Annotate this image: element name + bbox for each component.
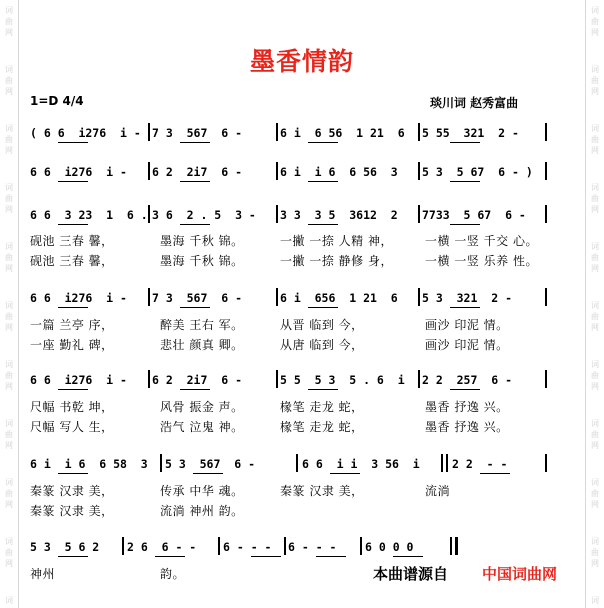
watermark-char: 曲 (591, 312, 599, 321)
measure: 3 3 3 5 3612 2 (280, 208, 398, 222)
beam-underline (316, 556, 346, 557)
measure: 5 3 5 6 2 (30, 540, 100, 554)
measure: ( 6 6 i276 i - (30, 126, 141, 140)
lyric-segment: 一撇 一捺 静修 身， (280, 254, 393, 268)
lyric-segment: 尺幅 写人 生， (30, 420, 114, 434)
lyric-segment: 一篇 兰亭 序， (30, 318, 114, 332)
watermark-char: 曲 (5, 194, 13, 203)
watermark-char: 网 (5, 87, 13, 96)
lyric-segment: 流淌 (425, 484, 451, 498)
barline (545, 205, 547, 223)
measure: 5 3 567 6 - (165, 457, 256, 471)
notation-row (0, 126, 604, 146)
watermark-char: 网 (591, 559, 599, 568)
measure: 6 i i 6 6 56 3 (280, 165, 398, 179)
watermark-char: 曲 (591, 489, 599, 498)
beam-underline (58, 181, 88, 182)
watermark-char: 网 (591, 323, 599, 332)
watermark-char: 网 (591, 500, 599, 509)
watermark-char: 网 (5, 205, 13, 214)
song-title: 墨香情韵 (249, 47, 354, 76)
barline (360, 537, 362, 555)
beam-underline (180, 142, 210, 143)
measure: 7 3 567 6 - (152, 291, 243, 305)
barline (545, 162, 547, 180)
watermark-char: 网 (591, 146, 599, 155)
measure: 7733 5 67 6 - (422, 208, 526, 222)
notation-row (0, 457, 604, 477)
watermark-char: 网 (5, 264, 13, 273)
watermark-char: 词 (591, 596, 599, 605)
lyric-segment: 砚池 三春 馨， (30, 254, 114, 268)
lyric-segment: 墨海 千秋 锦。 (160, 234, 244, 248)
barline (545, 370, 547, 388)
key-signature: 1=D 4/4 (30, 94, 84, 108)
lyric-segment: 秦篆 汉隶 美， (30, 484, 114, 498)
barline (148, 205, 150, 223)
beam-underline (251, 556, 281, 557)
measure: 7 3 567 6 - (152, 126, 243, 140)
beam-underline (58, 142, 88, 143)
barline (545, 454, 547, 472)
source-label: 本曲谱源自 (373, 565, 449, 583)
lyric-segment: 从唐 临到 今， (280, 338, 364, 352)
beam-underline (308, 389, 338, 390)
watermark-char: 词 (591, 301, 599, 310)
beam-underline (180, 307, 210, 308)
beam-underline (450, 181, 480, 182)
credits: 琰川词 赵秀富曲 (430, 96, 519, 110)
watermark-char: 词 (591, 183, 599, 192)
site-link[interactable]: 中国词曲网 (482, 565, 558, 583)
barline (276, 205, 278, 223)
watermark-char: 词 (5, 65, 13, 74)
watermark-char: 曲 (5, 17, 13, 26)
lyric-segment: 流淌 神州 韵。 (160, 504, 244, 518)
measure: 6 2 2i7 6 - (152, 165, 243, 179)
watermark-char: 曲 (591, 194, 599, 203)
lyric-segment: 一横 一竖 乐养 性。 (425, 254, 538, 268)
watermark-char: 曲 (591, 76, 599, 85)
beam-underline (58, 307, 88, 308)
lyric-segment: 画沙 印泥 情。 (425, 338, 509, 352)
lyric-segment: 尺幅 书乾 坤， (30, 400, 114, 414)
measure: 2 2 - - (452, 457, 508, 471)
lyric-segment: 风骨 振金 声。 (160, 400, 244, 414)
barline (276, 288, 278, 306)
measure: 6 i 6 56 1 21 6 (280, 126, 405, 140)
watermark-char: 词 (591, 6, 599, 15)
lyric-segment: 墨香 抒逸 兴。 (425, 400, 509, 414)
watermark-char: 曲 (5, 135, 13, 144)
watermark-char: 网 (591, 28, 599, 37)
barline (418, 162, 420, 180)
barline (545, 288, 547, 306)
barline (160, 454, 162, 472)
lyric-segment: 传承 中华 魂。 (160, 484, 244, 498)
beam-underline (58, 224, 88, 225)
watermark-char: 词 (5, 419, 13, 428)
watermark-char: 词 (5, 183, 13, 192)
watermark-char: 曲 (5, 430, 13, 439)
measure: 6 6 i276 i - (30, 373, 127, 387)
measure: 6 2 2i7 6 - (152, 373, 243, 387)
barline (545, 123, 547, 141)
watermark-char: 曲 (591, 135, 599, 144)
barline (276, 123, 278, 141)
watermark-char: 曲 (5, 312, 13, 321)
measure: 6 0 0 0 (365, 540, 414, 554)
barline (148, 162, 150, 180)
lyric-segment: 从晋 临到 今， (280, 318, 364, 332)
watermark-char: 网 (5, 559, 13, 568)
measure: 6 6 3 23 1 6 . (30, 208, 148, 222)
lyric-segment: 醉美 王右 军。 (160, 318, 244, 332)
repeat-barline (446, 454, 448, 472)
beam-underline (308, 307, 338, 308)
measure: 3 6 2 . 5 3 - (152, 208, 256, 222)
lyric-segment: 悲壮 颜真 卿。 (160, 338, 244, 352)
barline (218, 537, 220, 555)
watermark-char: 词 (5, 360, 13, 369)
watermark-char: 词 (591, 360, 599, 369)
barline (284, 537, 286, 555)
lyric-segment: 画沙 印泥 情。 (425, 318, 509, 332)
barline (276, 370, 278, 388)
watermark-char: 词 (591, 419, 599, 428)
barline (148, 288, 150, 306)
beam-underline (450, 307, 480, 308)
watermark-char: 词 (591, 65, 599, 74)
watermark-char: 曲 (5, 371, 13, 380)
watermark-char: 词 (5, 124, 13, 133)
watermark-char: 网 (5, 146, 13, 155)
beam-underline (58, 473, 88, 474)
measure: 5 55 321 2 - (422, 126, 519, 140)
watermark-char: 网 (5, 382, 13, 391)
notation-row (0, 291, 604, 311)
watermark-char: 网 (5, 500, 13, 509)
lyric-segment: 秦篆 汉隶 美， (30, 504, 114, 518)
measure: 6 - - - (223, 540, 272, 554)
beam-underline (308, 181, 338, 182)
lyric-segment: 一座 勤礼 碑， (30, 338, 114, 352)
watermark-char: 词 (5, 301, 13, 310)
barline (450, 537, 452, 555)
watermark-char: 网 (5, 441, 13, 450)
barline (441, 454, 443, 472)
lyric-segment: 一横 一竖 千交 心。 (425, 234, 538, 248)
measure: 6 6 i276 i - (30, 291, 127, 305)
beam-underline (58, 556, 88, 557)
beam-underline (480, 473, 510, 474)
watermark-char: 词 (5, 478, 13, 487)
watermark-char: 网 (591, 87, 599, 96)
watermark-char: 词 (591, 478, 599, 487)
measure: 5 5 5 3 5 . 6 i (280, 373, 405, 387)
beam-underline (450, 142, 480, 143)
watermark-char: 曲 (5, 76, 13, 85)
beam-underline (180, 181, 210, 182)
lyric-segment: 椽笔 走龙 蛇， (280, 400, 364, 414)
watermark-char: 曲 (591, 548, 599, 557)
notation-row (0, 373, 604, 393)
lyric-segment: 墨海 千秋 锦。 (160, 254, 244, 268)
watermark-char: 词 (591, 242, 599, 251)
lyric-segment: 一撇 一捺 人精 神， (280, 234, 393, 248)
measure: 6 i 656 1 21 6 (280, 291, 398, 305)
beam-underline (155, 556, 185, 557)
barline (122, 537, 124, 555)
watermark-char: 网 (591, 382, 599, 391)
barline (418, 370, 420, 388)
barline (296, 454, 298, 472)
lyric-segment: 砚池 三春 馨， (30, 234, 114, 248)
barline (148, 123, 150, 141)
watermark-char: 词 (591, 537, 599, 546)
watermark-char: 网 (591, 205, 599, 214)
watermark-char: 词 (5, 242, 13, 251)
watermark-char: 曲 (591, 253, 599, 262)
watermark-char: 曲 (591, 371, 599, 380)
notation-row (0, 208, 604, 228)
beam-underline (193, 473, 223, 474)
measure: 6 6 i i 3 56 i (302, 457, 420, 471)
measure: 2 2 257 6 - (422, 373, 513, 387)
watermark-char: 曲 (5, 548, 13, 557)
measure: 6 i i 6 6 58 3 (30, 457, 148, 471)
watermark-char: 词 (591, 124, 599, 133)
watermark-char: 网 (591, 441, 599, 450)
watermark-char: 曲 (591, 430, 599, 439)
lyric-segment: 神州 (30, 567, 56, 581)
lyric-segment: 秦篆 汉隶 美， (280, 484, 364, 498)
watermark-char: 曲 (5, 253, 13, 262)
measure: 6 6 i276 i - (30, 165, 127, 179)
barline (276, 162, 278, 180)
notation-row (0, 540, 604, 560)
barline (418, 123, 420, 141)
measure: 2 6 6 - - (127, 540, 197, 554)
watermark-char: 网 (5, 28, 13, 37)
beam-underline (308, 224, 338, 225)
beam-underline (180, 224, 210, 225)
barline (418, 288, 420, 306)
watermark-char: 词 (5, 537, 13, 546)
beam-underline (180, 389, 210, 390)
measure: 6 - - - (288, 540, 337, 554)
watermark-char: 网 (591, 264, 599, 273)
lyric-segment: 浩气 泣鬼 神。 (160, 420, 244, 434)
beam-underline (450, 389, 480, 390)
beam-underline (58, 389, 88, 390)
watermark-char: 曲 (591, 17, 599, 26)
beam-underline (393, 556, 423, 557)
lyric-segment: 椽笔 走龙 蛇， (280, 420, 364, 434)
watermark-char: 词 (5, 6, 13, 15)
measure: 5 3 321 2 - (422, 291, 513, 305)
beam-underline (308, 142, 338, 143)
beam-underline (330, 473, 360, 474)
watermark-char: 网 (5, 323, 13, 332)
measure: 5 3 5 67 6 - ) (422, 165, 533, 179)
notation-row (0, 165, 604, 185)
final-barline (455, 537, 458, 555)
lyric-segment: 韵。 (160, 567, 186, 581)
lyric-segment: 墨香 抒逸 兴。 (425, 420, 509, 434)
beam-underline (450, 224, 480, 225)
barline (418, 205, 420, 223)
barline (148, 370, 150, 388)
watermark-char: 词 (5, 596, 13, 605)
watermark-char: 曲 (5, 489, 13, 498)
